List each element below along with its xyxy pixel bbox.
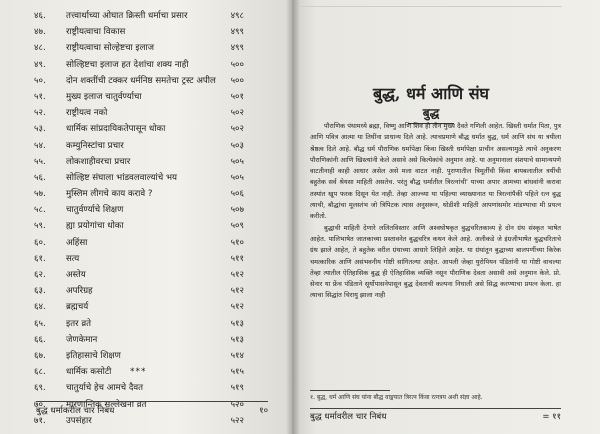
toc-title: तत्त्वार्थाच्या ओघात क्रिस्ती धर्माचा प्रसार [66, 11, 188, 21]
toc-page-number: ५१४ [230, 350, 244, 361]
toc-number: ६८. [34, 367, 46, 378]
toc-page-number: ५०३ [230, 140, 244, 151]
toc-title: धार्मिक सांप्रदायिकतेपासून धोका [66, 124, 166, 135]
toc-title: चातुर्याचे हेच आमचे दैवत [66, 383, 144, 394]
section-title-text: बुद्ध [422, 106, 440, 120]
toc-page-number: ४९९ [230, 27, 244, 38]
toc-page-number: ५०० [230, 75, 244, 86]
toc-page-number: ५०५ [230, 172, 244, 183]
toc-row [34, 40, 244, 56]
toc-row [34, 24, 244, 40]
toc-number: ६५. [34, 318, 46, 329]
toc-number: ६३. [34, 286, 46, 297]
toc-row [34, 186, 244, 202]
toc-page-number: ५०६ [230, 189, 244, 200]
toc-title: राष्ट्रीयत्व नको [66, 108, 108, 119]
toc-page-number: ५१५ [230, 367, 244, 378]
toc-number: ७१. [34, 415, 46, 426]
toc-title: मुस्लिम लीगचे काय करावे ? [66, 189, 153, 200]
toc-row [34, 299, 244, 315]
toc-number: ५२. [34, 108, 46, 119]
toc-number: ५४. [34, 140, 46, 151]
left-footer [36, 401, 268, 417]
toc-row [34, 218, 244, 234]
toc-title: ह्या प्रयोगांचा धोका [66, 221, 124, 232]
toc-title: राष्ट्रीयत्वाचा सोल्हेष्टचा इलाज [66, 43, 155, 54]
toc-row [34, 57, 244, 73]
toc-number: ६९. [34, 383, 46, 394]
toc-page-number: ५१३ [230, 334, 244, 345]
toc-title: कम्युनिस्टांचा प्रचार [66, 140, 124, 151]
toc-number: ४६. [34, 11, 46, 21]
toc-number: ५८. [34, 205, 46, 216]
toc-page-number: ४९९ [230, 43, 244, 54]
toc-title: मुख्य इलाज चातुर्वर्ण्याचा [66, 91, 142, 102]
left-footer-title: बुद्ध धर्माकरील चार निबंध [36, 406, 115, 416]
toc-row [34, 235, 244, 251]
right-footer-title: बुद्ध धर्मावरील चार निबंध [310, 412, 387, 422]
toc-number: ६२. [34, 270, 46, 280]
right-footer [310, 408, 561, 422]
toc-row [34, 202, 244, 218]
toc-number: ४९. [34, 59, 46, 70]
toc-number: ५३. [34, 124, 46, 135]
toc-title: जेणकेमान [66, 334, 98, 345]
toc-number: ५१. [34, 91, 46, 102]
toc-page-number: ५०० [230, 59, 244, 70]
toc-title: अहिंसा [66, 237, 88, 248]
toc-number: ५७. [34, 189, 46, 200]
toc-title: धार्मिक कसोटी [66, 367, 112, 378]
toc-page-number: ५०५ [230, 156, 244, 167]
toc-page-number: ५१९ [230, 383, 244, 394]
book-gutter [286, 0, 300, 434]
toc-row [34, 251, 244, 267]
toc-number: ६७. [34, 350, 46, 361]
toc-row [34, 283, 244, 299]
toc-title: ब्रह्मचर्य [66, 302, 89, 313]
end-ornament: *** [130, 367, 147, 377]
footnote-divider [310, 390, 390, 391]
toc-title: सत्य [66, 253, 80, 264]
toc-row [34, 154, 244, 170]
toc-page-number: ५१२ [230, 302, 244, 313]
toc-row [34, 316, 244, 332]
toc-row [34, 105, 244, 121]
toc-row [34, 138, 244, 154]
toc-row [34, 73, 244, 89]
toc-page-number: ५०७ [230, 205, 244, 216]
toc-page-number: ५०२ [230, 124, 244, 135]
toc-page-number: ५१२ [230, 286, 244, 297]
toc-page-number: ५११ [230, 253, 244, 264]
toc-title: लोकशाहीवरचा प्रचार [66, 156, 131, 167]
toc-row [34, 348, 244, 364]
top-edge-line [300, 6, 562, 7]
toc-row [34, 267, 244, 283]
left-page-number: १० [259, 406, 268, 416]
toc-title: राष्ट्रीयत्वाचा विकास [66, 27, 126, 38]
toc-page-number: ५२२ [230, 415, 244, 426]
toc-title: दोन शक्तींची टक्कर धर्मनिष्ठ समतेचा ट्रस्ट अपील [66, 75, 216, 86]
toc-page-number: ५१३ [230, 318, 244, 329]
toc-title: इतर व्रते [66, 318, 92, 329]
toc-title: सोल्हिष्ट संघाला भांडवलवाल्यांचे भय [66, 172, 178, 183]
toc-title: अपरिग्रह [66, 286, 93, 297]
toc-title: सोल्हिष्टचा इलाज हत देशांचा शक्य नाही [66, 59, 189, 70]
toc-page-number: ५०२ [230, 108, 244, 119]
toc-title: मारणान्तिक सल्लेखना व्रत [66, 399, 147, 410]
right-page-number: = ११ [542, 412, 561, 422]
toc-number: ४७. [34, 27, 46, 38]
paragraph: बुद्धाची माहिती देणारे ललितविस्तार आणि अश्वघोषकृत बुद्धचरितकाव्य हे दोन ग्रंथ संस्कृत भाषेत आहेत. पालिभाषेत जातकाच्या प्रस्तावनेत बुद्धचरित्र कथन केले आहे. अलीकडे जे इंग्रजीभाषेत बुद्धचरिताचे ग्रंथ झाले आहेत, ते बहुतेक वरील ग्रंथाच्या आधारे लिहिले आहेत. या ग्रंथांतून बुद्धाच्या बालपणींच्या किरेक चमत्कारिक आणि असंभवनीय गोष्टी सांगितल्या आहेत. आपली जेव्हा युरोपियन पंडितांनी या गोष्टी वाचल्या तेव्हा त्यातील ऐतिहासिक बुद्ध ही ऐतिहासिक व्यक्ति नसून पौराणिक देवता असावी असे अनुमान केले. प्रो. सेनार या फ्रेंच पंडिताने सूर्योपासनेपासून बुद्ध देवताची कल्पना निघाली असे सिद्ध करण्याचा प्रयत्न केला. हा त्याचा सिद्धांत चिरायु झाला नाही [310, 223, 561, 300]
toc-page-number: ५०९ [230, 221, 244, 232]
toc-row [34, 89, 244, 105]
toc-page-number: ५१२ [230, 270, 244, 280]
toc-number: ६४. [34, 302, 46, 313]
toc-row [34, 121, 244, 137]
table-of-contents [34, 8, 244, 429]
toc-page-number: ४९८ [230, 11, 244, 21]
toc-row [34, 332, 244, 348]
toc-number: ५६. [34, 172, 46, 183]
toc-row [34, 8, 244, 24]
body-text [310, 121, 561, 302]
toc-title: इतिहासाचे शिक्षण [66, 350, 121, 361]
toc-number: ६०. [34, 237, 46, 248]
toc-number: ५०. [34, 75, 46, 86]
toc-page-number: ५१० [230, 237, 244, 248]
toc-row [34, 380, 244, 396]
toc-number: ५५. [34, 156, 46, 167]
toc-number: ५९. [34, 221, 46, 232]
toc-number: ६६. [34, 334, 46, 345]
toc-page-number: ५०१ [230, 91, 244, 102]
toc-page-number: ५२० [230, 399, 244, 410]
toc-title: अस्तेय [66, 270, 86, 280]
toc-row [34, 170, 244, 186]
paragraph: पौराणिक पंथामध्ये ब्रह्मा, विष्णु आणि शिव ही तीन मुख्य दैवते गणिली आहेत. खिस्ती धर्मात पिता, पुत्र आणि पवित्र आत्मा या तिघींना प्राधान्य दिले आहे. त्याचप्रमाणे बौद्ध धर्मात बुद्ध, धर्म आणि संघ या त्रयीला श्रेष्ठत्व दिले आहे. बौद्ध धर्म पौराणिक धर्मापेक्षा किंवा खिस्ती धर्मापेक्षा प्राचीन असल्यामुळे त्याचे अनुकरण पौराणिकांनी आणि खिस्त्यांनी केले असावे असे कित्येकांचे अनुमान आहे. या अनुमानाला संशयाचे सामान्यपणे वाटतीनाही काही आधार असेल असे मला वाटत नाही. पुराणातील त्रिमूर्तींची किंवा बायबलातील त्रयींची बहुतेक सर्व श्रेयसा माहिती असतेच. परंतु बौद्ध धर्मातील त्रिरत्नांची' याच्या अपार आमच्या बांधवांनी करावा तस्यांत खूप फरक दिसून येत नाही. तेव्हा आज्च्या या पहिल्या व्याख्यानात या त्रिरत्नांपैकी पहिले रत्न बुद्ध त्याची, बौद्धांचा मूलस्तंभ जो त्रिपिटक त्यास अनुसरून, थोडीशी माहिती आपणांसमोर मांडण्याचा मी प्रयत्न करीतो. [310, 122, 561, 221]
footnote: १. बुद्ध, धर्म आणि संघ यांना बौद्ध वाङ्मयात त्रिरत्न किंवा रत्नत्रय अशी संज्ञा आहे. [310, 394, 483, 401]
toc-number: ७०. [34, 399, 46, 410]
toc-number: ६१. [34, 253, 46, 264]
toc-number: ४८. [34, 43, 46, 54]
toc-title: उपसंहार [66, 415, 92, 426]
chapter-title: बुद्ध, धर्म आणि संघ [373, 84, 489, 103]
toc-title: चातुर्वर्ण्याचे शिक्षण [66, 205, 124, 216]
